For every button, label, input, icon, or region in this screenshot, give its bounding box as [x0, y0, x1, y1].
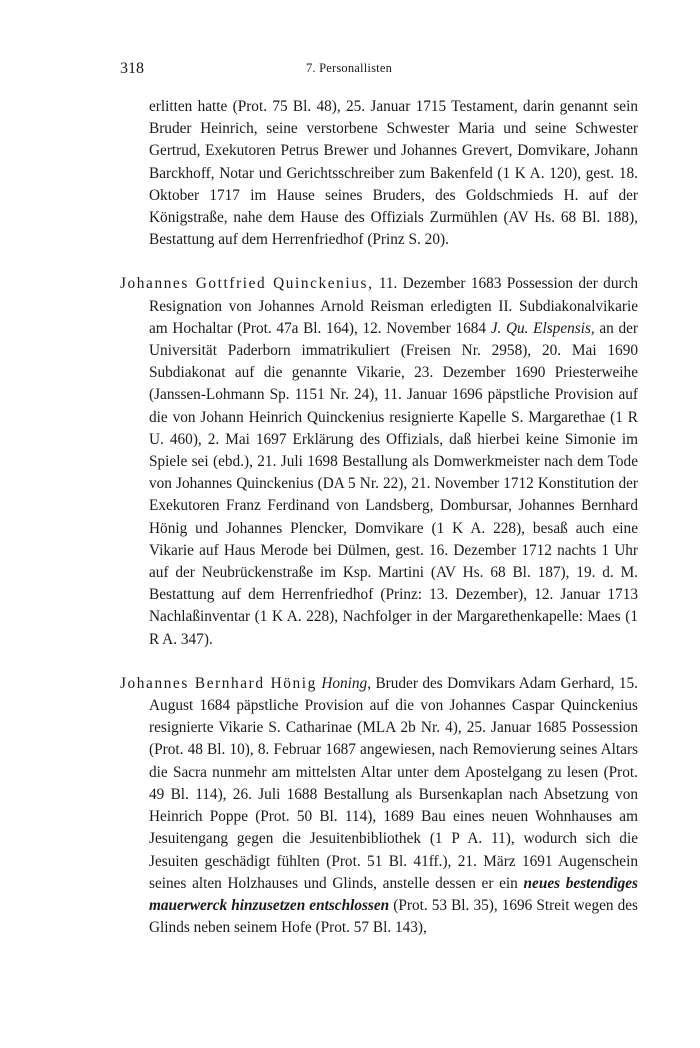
- running-title: 7. Personallisten: [305, 61, 393, 75]
- entry-quote-italic: neues bestendiges mauerwerck hinzusetzen entschlossen: [149, 874, 638, 914]
- entry-continuation: [120, 96, 638, 251]
- entry-text: 11. Dezember 1683 Possession der durch Resignation von Johannes Arnold Reisman erledigten II. Subdiakonalvikarie am Hochaltar (Prot. 47a Bl. 164), 12. November 1684: [149, 275, 639, 337]
- entry-text-italic: J. Qu. Elspensis: [490, 319, 591, 337]
- running-head: [120, 60, 578, 82]
- entry-text: (Prot. 53 Bl. 35), 1696 Streit wegen des Glinds neben seinem Hofe (Prot. 57 Bl. 143),: [149, 896, 638, 937]
- body-text: [120, 96, 638, 939]
- entry-hoenig: [120, 673, 638, 939]
- entry-name: Johannes Gottfried Quinckenius,: [120, 275, 374, 293]
- page-number: 318: [120, 60, 144, 77]
- entry-text-italic: Honing: [321, 674, 368, 692]
- entry-text: , an der Universität Paderborn immatrikuliert (Freisen Nr. 2958), 20. Mai 1690 Subdiakonat auf die genannte Vikarie, 23. Dezember 1690 Priesterweihe (Janssen-Lohmann Sp. 1151 Nr. 24), 11. Januar 1696 päpstliche Provision auf die von Johann Heinrich Quinckenius resignierte Kapelle S. Margarethae (1 R U. 460), 2. Mai 1697 Erklärung des Offizials, daß hierbei keine Simonie im Spiele sei (ebd.), 21. Juli 1698 Bestallung als Domwerkmeister nach dem Tode von Johannes Quinckenius (DA 5 Nr. 22), 21. November 1712 Konstitution der Exekutoren Franz Ferdinand von Landsberg, Dombursar, Johannes Bernhard Hönig und Johannes Plencker, Domvikare (1 K A. 228), besaß auch eine Vikarie auf Haus Merode bei Dülmen, gest. 16. Dezember 1712 nachts 1 Uhr auf der Neubrückenstraße im Ksp. Martini (AV Hs. 68 Bl. 187), 19. d. M. Bestattung auf dem Herrenfriedhof (Prinz: 13. Dezember), 12. Januar 1713 Nachlaßinventar (1 K A. 228), Nachfolger in der Margarethenkapelle: Maes (1 R A. 347).: [149, 319, 638, 648]
- entry-name: Johannes Bernhard Hönig: [120, 674, 317, 692]
- entry-text: erlitten hatte (Prot. 75 Bl. 48), 25. Januar 1715 Testament, darin genannt sein Bruder Heinrich, seine verstorbene Schwester Maria und seine Schwester Gertrud, Exekutoren Petrus Brewer und Johannes Grevert, Domvikare, Johann Barckhoff, Notar und Gerichtsschreiber zum Bakenfeld (1 K A. 120), gest. 18. Oktober 1717 im Hause seines Bruders, des Goldschmieds H. auf der Königstraße, nahe dem Hause des Offizials Zurmühlen (AV Hs. 68 Bl. 188), Bestattung auf dem Herrenfriedhof (Prinz S. 20).: [149, 98, 638, 249]
- entry-text: , Bruder des Domvikars Adam Gerhard, 15. August 1684 päpstliche Provision auf die von Johannes Caspar Quinckenius resignierte Vikarie S. Catharinae (MLA 2b Nr. 4), 25. Januar 1685 Possession (Prot. 48 Bl. 10), 8. Februar 1687 angewiesen, nach Removierung seines Altars die Sacra nunmehr am mittelsten Altar unter dem Apostelgang zu lesen (Prot. 49 Bl. 114), 26. Juli 1688 Bestallung als Bursenkaplan nach Absetzung von Heinrich Poppe (Prot. 50 Bl. 114), 1689 Bau eines neuen Wohnhauses am Jesuitengang gegen die Jesuitenbibliothek (1 P A. 11), wodurch sich die Jesuiten geschädigt fühlten (Prot. 51 Bl. 41ff.), 21. März 1691 Augenschein seines alten Holzhauses und Glinds, anstelle dessen er ein: [149, 674, 639, 892]
- entry-quinckenius: [120, 273, 638, 650]
